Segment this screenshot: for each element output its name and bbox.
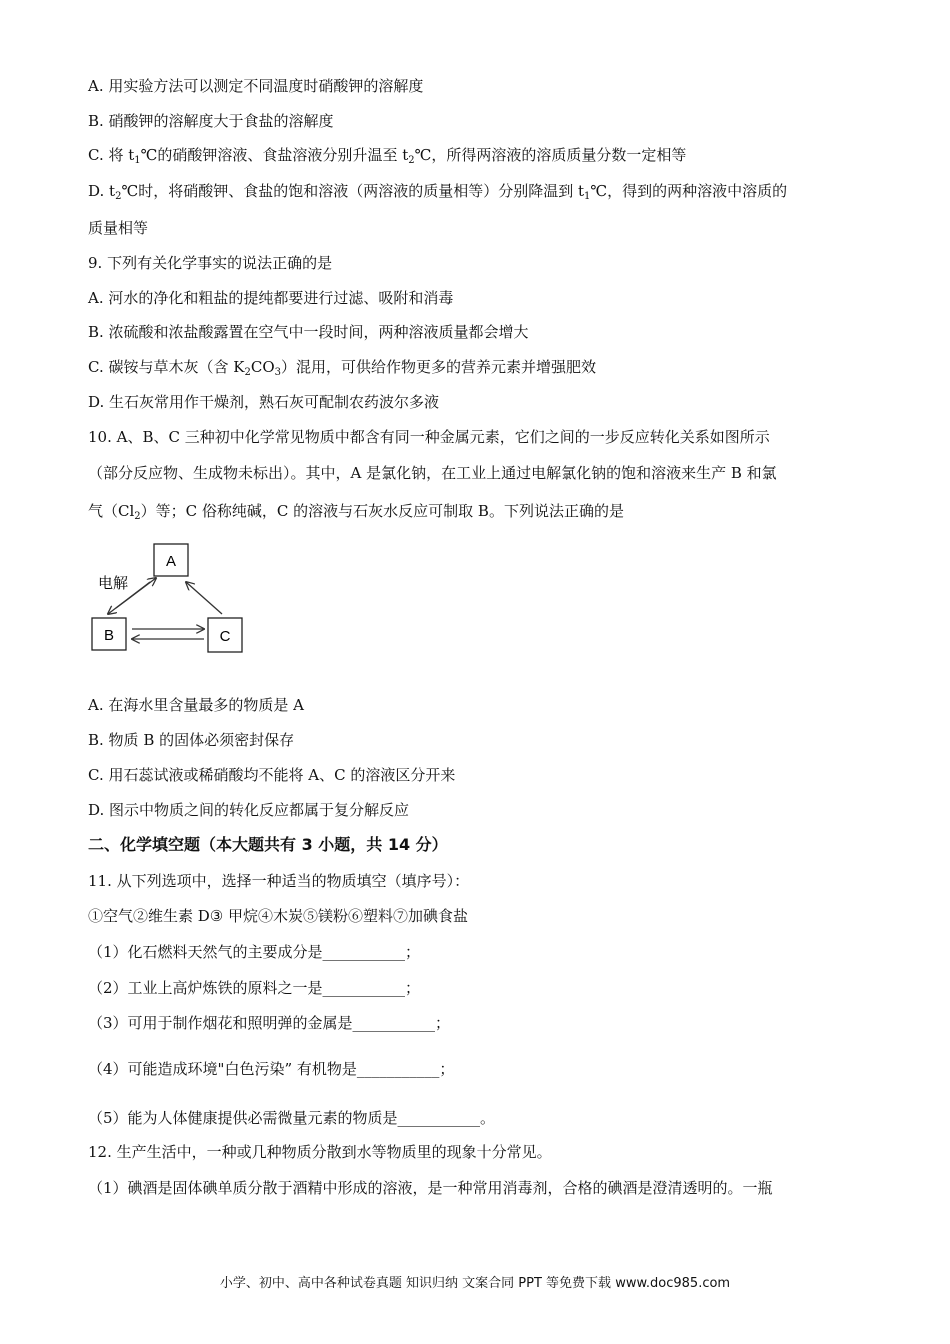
q12-part-1: （1）碘酒是固体碘单质分散于酒精中形成的溶液，是一种常用消毒剂，合格的碘酒是澄清透明的。一瓶 <box>88 1179 773 1197</box>
q11-part-2: （2）工业上高炉炼铁的原料之一是___________； <box>88 979 421 997</box>
node-b-label: B <box>103 627 115 644</box>
q10-option-b: B. 物质 B 的固体必须密封保存 <box>88 731 295 749</box>
q8-option-d: D. $t_2℃$时，将硝酸钾、食盐的饱和溶液（两溶液的质量相等）分别降温到 $t_1℃$，得到的两种溶液中溶质的 <box>88 182 788 202</box>
q12-stem: 12. 生产生活中，一种或几种物质分散到水等物质里的现象十分常见。 <box>88 1143 552 1161</box>
q10-conversion-diagram <box>88 538 258 660</box>
q10-option-c: C. 用石蕊试液或稀硝酸均不能将 A、C 的溶液区分开来 <box>88 766 456 784</box>
q11-part-4: （4）可能造成环境"白色污染” 有机物是___________； <box>88 1060 455 1078</box>
q9-option-c: C. 碳铵与草木灰（含 $K_2CO_3$）混用，可供给作物更多的营养元素并增强肥效 <box>88 358 597 378</box>
q8-option-d-continued: 质量相等 <box>88 219 149 237</box>
q11-part-1: （1）化石燃料天然气的主要成分是___________； <box>88 943 421 961</box>
section-2-title: 二、化学填空题（本大题共有 3 小题，共 14 分） <box>88 835 448 854</box>
q10-stem-line2: （部分反应物、生成物未标出）。其中，A 是氯化钠，在工业上通过电解氯化钠的饱和溶液来生产 B 和氯 <box>88 464 777 482</box>
q9-option-a: A. 河水的净化和粗盐的提纯都要进行过滤、吸附和消毒 <box>88 289 454 307</box>
q9-option-d: D. 生石灰常用作干燥剂，熟石灰可配制农药波尔多液 <box>88 393 440 411</box>
edge-label-electrolysis: 电解 <box>98 574 129 592</box>
q10-option-d: D. 图示中物质之间的转化反应都属于复分解反应 <box>88 801 410 819</box>
q10-stem-line3: 气$(Cl_2)$等；C 俗称纯碱，C 的溶液与石灰水反应可制取 B。下列说法正确的是 <box>88 502 624 522</box>
q11-options: ①空气②维生素 D③ 甲烷④木炭⑤镁粉⑥塑料⑦加碘食盐 <box>88 907 469 925</box>
q8-option-c: C. 将 $t_1℃$的硝酸钾溶液、食盐溶液分别升温至 $t_2℃$，所得两溶液的溶质质量分数一定相等 <box>88 146 687 166</box>
q8-option-a: A. 用实验方法可以测定不同温度时硝酸钾的溶解度 <box>88 77 424 95</box>
q11-part-5: （5）能为人体健康提供必需微量元素的物质是___________。 <box>88 1109 496 1127</box>
arrow-c-to-a <box>186 582 222 614</box>
q11-stem: 11. 从下列选项中，选择一种适当的物质填空（填序号）： <box>88 872 470 890</box>
page-footer: 小学、初中、高中各种试卷真题 知识归纳 文案合同 PPT 等免费下载 www.doc985.com <box>219 1276 731 1291</box>
node-a-label: A <box>165 553 177 570</box>
q10-stem-line1: 10. A、B、C 三种初中化学常见物质中都含有同一种金属元素，它们之间的一步反应转化关系如图所示 <box>88 428 770 446</box>
q11-part-3: （3）可用于制作烟花和照明弹的金属是___________； <box>88 1014 451 1032</box>
q9-option-b: B. 浓硫酸和浓盐酸露置在空气中一段时间，两种溶液质量都会增大 <box>88 323 529 341</box>
q8-option-b: B. 硝酸钾的溶解度大于食盐的溶解度 <box>88 112 334 130</box>
q10-option-a: A. 在海水里含量最多的物质是 A <box>88 696 304 714</box>
q9-stem: 9. 下列有关化学事实的说法正确的是 <box>88 254 333 272</box>
node-c-label: C <box>219 628 231 645</box>
